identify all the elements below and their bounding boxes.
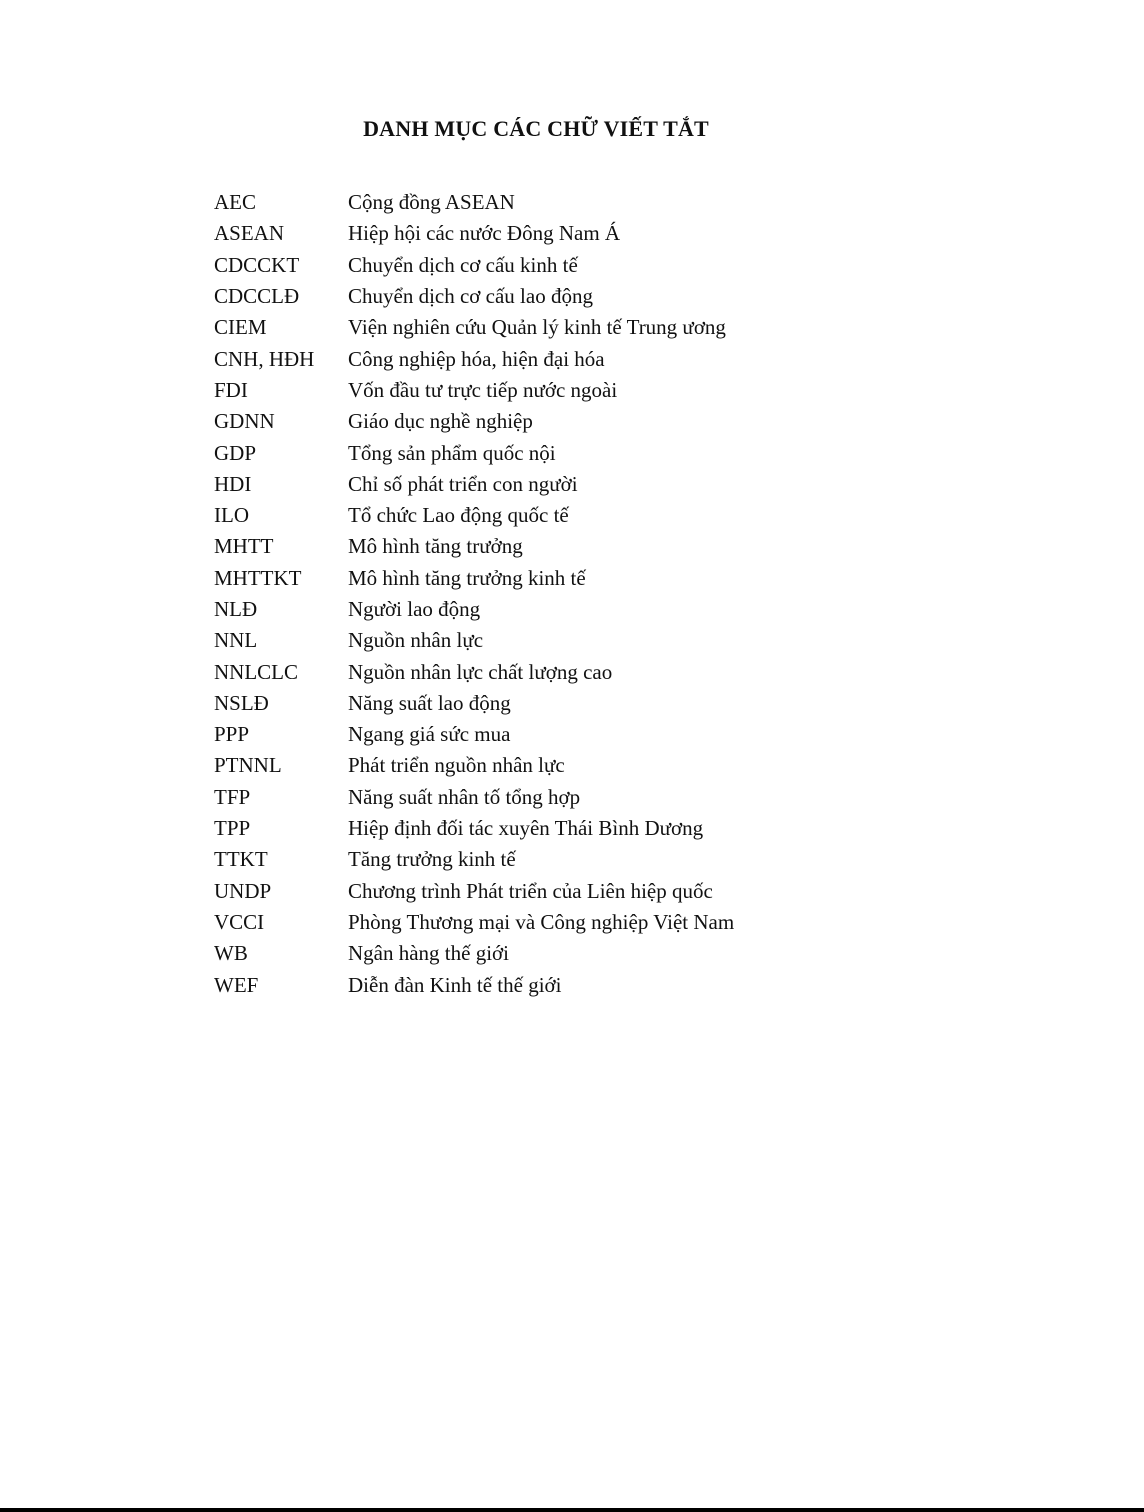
- abbreviation: TFP: [214, 784, 251, 809]
- abbreviation-meaning: Diễn đàn Kinh tế thế giới: [348, 972, 562, 997]
- abbreviation: GDNN: [214, 409, 275, 434]
- abbreviation-row: [214, 656, 734, 687]
- abbreviation-meaning: Nguồn nhân lực: [348, 628, 484, 653]
- abbreviation-meaning: Hiệp hội các nước Đông Nam Á: [348, 221, 621, 246]
- abbreviation-row: [214, 437, 734, 468]
- abbreviation-row: [214, 250, 734, 281]
- abbreviation-meaning: Năng suất lao động: [348, 690, 511, 715]
- abbreviation: ILO: [214, 503, 249, 528]
- abbreviation-row: [214, 343, 734, 374]
- abbreviation-row: [214, 312, 734, 343]
- abbreviation: UNDP: [214, 878, 272, 903]
- abbreviation-row: [214, 218, 734, 249]
- abbreviation: WB: [214, 941, 248, 966]
- abbreviation-row: [214, 813, 734, 844]
- abbreviation: CDCCKT: [214, 252, 300, 277]
- abbreviation-meaning: Chuyển dịch cơ cấu lao động: [348, 284, 593, 309]
- abbreviation-meaning: Vốn đầu tư trực tiếp nước ngoài: [348, 377, 618, 402]
- page-bottom-border: [0, 1508, 1144, 1512]
- abbreviation-row: [214, 844, 734, 875]
- abbreviation: NNLCLC: [214, 659, 298, 684]
- abbreviation-meaning: Phát triển nguồn nhân lực: [348, 753, 565, 778]
- abbreviation: TPP: [214, 816, 251, 841]
- abbreviation-meaning: Công nghiệp hóa, hiện đại hóa: [348, 346, 605, 371]
- abbreviation-meaning: Hiệp định đối tác xuyên Thái Bình Dương: [348, 816, 704, 841]
- abbreviation: NLĐ: [214, 597, 258, 621]
- abbreviation-meaning: Chương trình Phát triển của Liên hiệp quốc: [348, 878, 713, 903]
- abbreviation-row: [214, 281, 734, 312]
- page-title: DANH MỤC CÁC CHỮ VIẾT TẮT: [363, 116, 709, 141]
- abbreviation-meaning: Ngang giá sức mua: [348, 722, 511, 747]
- abbreviation-meaning: Cộng đồng ASEAN: [348, 190, 515, 215]
- abbreviation-meaning: Tổ chức Lao động quốc tế: [348, 503, 569, 528]
- abbreviation: NSLĐ: [214, 690, 269, 715]
- abbreviation: ASEAN: [214, 221, 285, 246]
- abbreviation: FDI: [214, 377, 248, 402]
- abbreviation-row: [214, 750, 734, 781]
- abbreviation-row: [214, 782, 734, 813]
- abbreviation-row: [214, 594, 734, 625]
- abbreviation-list: [214, 187, 734, 1001]
- abbreviation-meaning: Mô hình tăng trưởng kinh tế: [348, 565, 586, 590]
- abbreviation-row: [214, 938, 734, 969]
- abbreviation-meaning: Nguồn nhân lực chất lượng cao: [348, 659, 613, 684]
- abbreviation-meaning: Người lao động: [348, 597, 481, 621]
- abbreviation: PTNNL: [214, 753, 282, 778]
- abbreviation-meaning: Chuyển dịch cơ cấu kinh tế: [348, 252, 578, 277]
- abbreviation-row: [214, 969, 734, 1000]
- abbreviation-row: [214, 531, 734, 562]
- abbreviation: CIEM: [214, 315, 267, 340]
- abbreviation: WEF: [214, 972, 259, 997]
- abbreviation-row: [214, 375, 734, 406]
- abbreviation-row: [214, 469, 734, 500]
- abbreviation-meaning: Viện nghiên cứu Quản lý kinh tế Trung ương: [348, 315, 726, 340]
- abbreviation-meaning: Năng suất nhân tố tổng hợp: [348, 784, 581, 809]
- abbreviation-meaning: Tổng sản phẩm quốc nội: [348, 440, 556, 465]
- abbreviation-row: [214, 876, 734, 907]
- abbreviation-meaning: Giáo dục nghề nghiệp: [348, 409, 533, 434]
- abbreviation: VCCI: [214, 909, 265, 934]
- abbreviation-row: [214, 406, 734, 437]
- abbreviation-meaning: Phòng Thương mại và Công nghiệp Việt Nam: [348, 909, 735, 934]
- abbreviation-row: [214, 688, 734, 719]
- abbreviation-row: [214, 719, 734, 750]
- abbreviation: TTKT: [214, 847, 268, 872]
- abbreviation: AEC: [214, 190, 256, 215]
- abbreviation-meaning: Tăng trưởng kinh tế: [348, 847, 516, 872]
- abbreviation: PPP: [214, 722, 250, 747]
- abbreviation-row: [214, 907, 734, 938]
- abbreviation-meaning: Ngân hàng thế giới: [348, 941, 509, 966]
- abbreviation-row: [214, 625, 734, 656]
- abbreviation: CNH, HĐH: [214, 346, 315, 371]
- abbreviation-row: [214, 563, 734, 594]
- abbreviation: MHTTKT: [214, 565, 302, 590]
- abbreviation-meaning: Mô hình tăng trưởng: [348, 534, 523, 559]
- abbreviation: CDCCLĐ: [214, 284, 300, 309]
- abbreviation: GDP: [214, 440, 257, 465]
- abbreviation-row: [214, 500, 734, 531]
- abbreviation-meaning: Chỉ số phát triển con người: [348, 471, 578, 496]
- abbreviation: NNL: [214, 628, 258, 653]
- abbreviation-row: [214, 187, 734, 218]
- abbreviation: HDI: [214, 471, 252, 496]
- abbreviation: MHTT: [214, 534, 274, 559]
